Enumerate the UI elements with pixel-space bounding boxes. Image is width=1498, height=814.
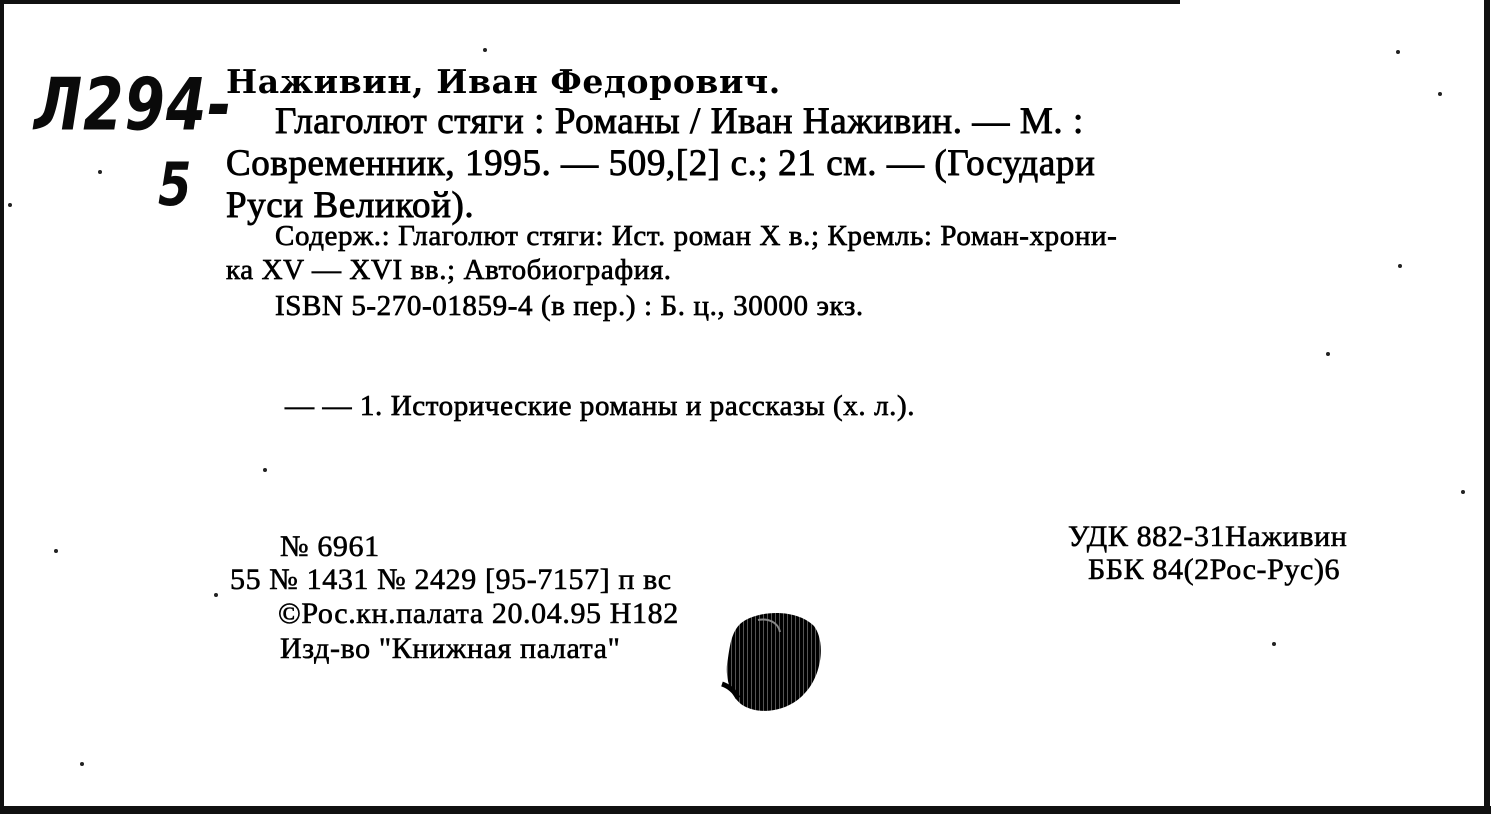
subject-heading: — — 1. Исторические романы и рассказы (х. л.).	[285, 390, 916, 422]
ink-blot-mark	[718, 606, 822, 718]
speck	[1461, 490, 1465, 494]
udk-classification: УДК 882-31Наживин	[1068, 520, 1348, 553]
contents-line-2: ка XV — XVI вв.; Автобиография.	[226, 254, 672, 286]
speck	[483, 48, 487, 52]
registry-number-line: 55 № 1431 № 2429 [95-7157] п вс	[230, 563, 672, 596]
speck	[1396, 50, 1400, 54]
card-margin-right	[1491, 0, 1498, 814]
speck	[214, 593, 218, 597]
speck	[1272, 642, 1276, 646]
card-border-left	[0, 0, 4, 810]
speck	[54, 549, 58, 553]
publisher-line: Изд-во "Книжная палата"	[280, 632, 621, 665]
speck	[263, 468, 267, 472]
title-line-2: Современник, 1995. — 509,[2] с.; 21 см. — (Государи	[226, 143, 1096, 184]
speck	[8, 203, 12, 207]
card-border-top	[0, 0, 1180, 4]
author-heading: Наживин, Иван Федорович.	[226, 62, 781, 101]
contents-line-1: Содерж.: Глаголют стяги: Ист. роман X в.; Кремль: Роман-хрони-	[275, 220, 1118, 252]
handwritten-suffix: 5	[158, 150, 193, 220]
speck	[1398, 264, 1402, 268]
handwritten-call-number: Л294-	[34, 62, 233, 147]
speck	[1438, 92, 1442, 96]
bbk-classification: ББК 84(2Рос-Рус)6	[1088, 553, 1341, 586]
title-line-3: Руси Великой).	[226, 185, 475, 226]
speck	[80, 762, 84, 766]
speck	[1326, 352, 1330, 356]
speck	[98, 170, 102, 174]
copyright-line: ©Рос.кн.палата 20.04.95 Н182	[278, 597, 679, 630]
title-line-1: Глаголют стяги : Романы / Иван Наживин. — М. :	[275, 101, 1084, 142]
isbn-line: ISBN 5-270-01859-4 (в пер.) : Б. ц., 30000 экз.	[275, 290, 864, 322]
card-border-right	[1484, 0, 1490, 810]
card-border-bottom	[0, 806, 1498, 814]
card-number-line: № 6961	[280, 530, 380, 563]
